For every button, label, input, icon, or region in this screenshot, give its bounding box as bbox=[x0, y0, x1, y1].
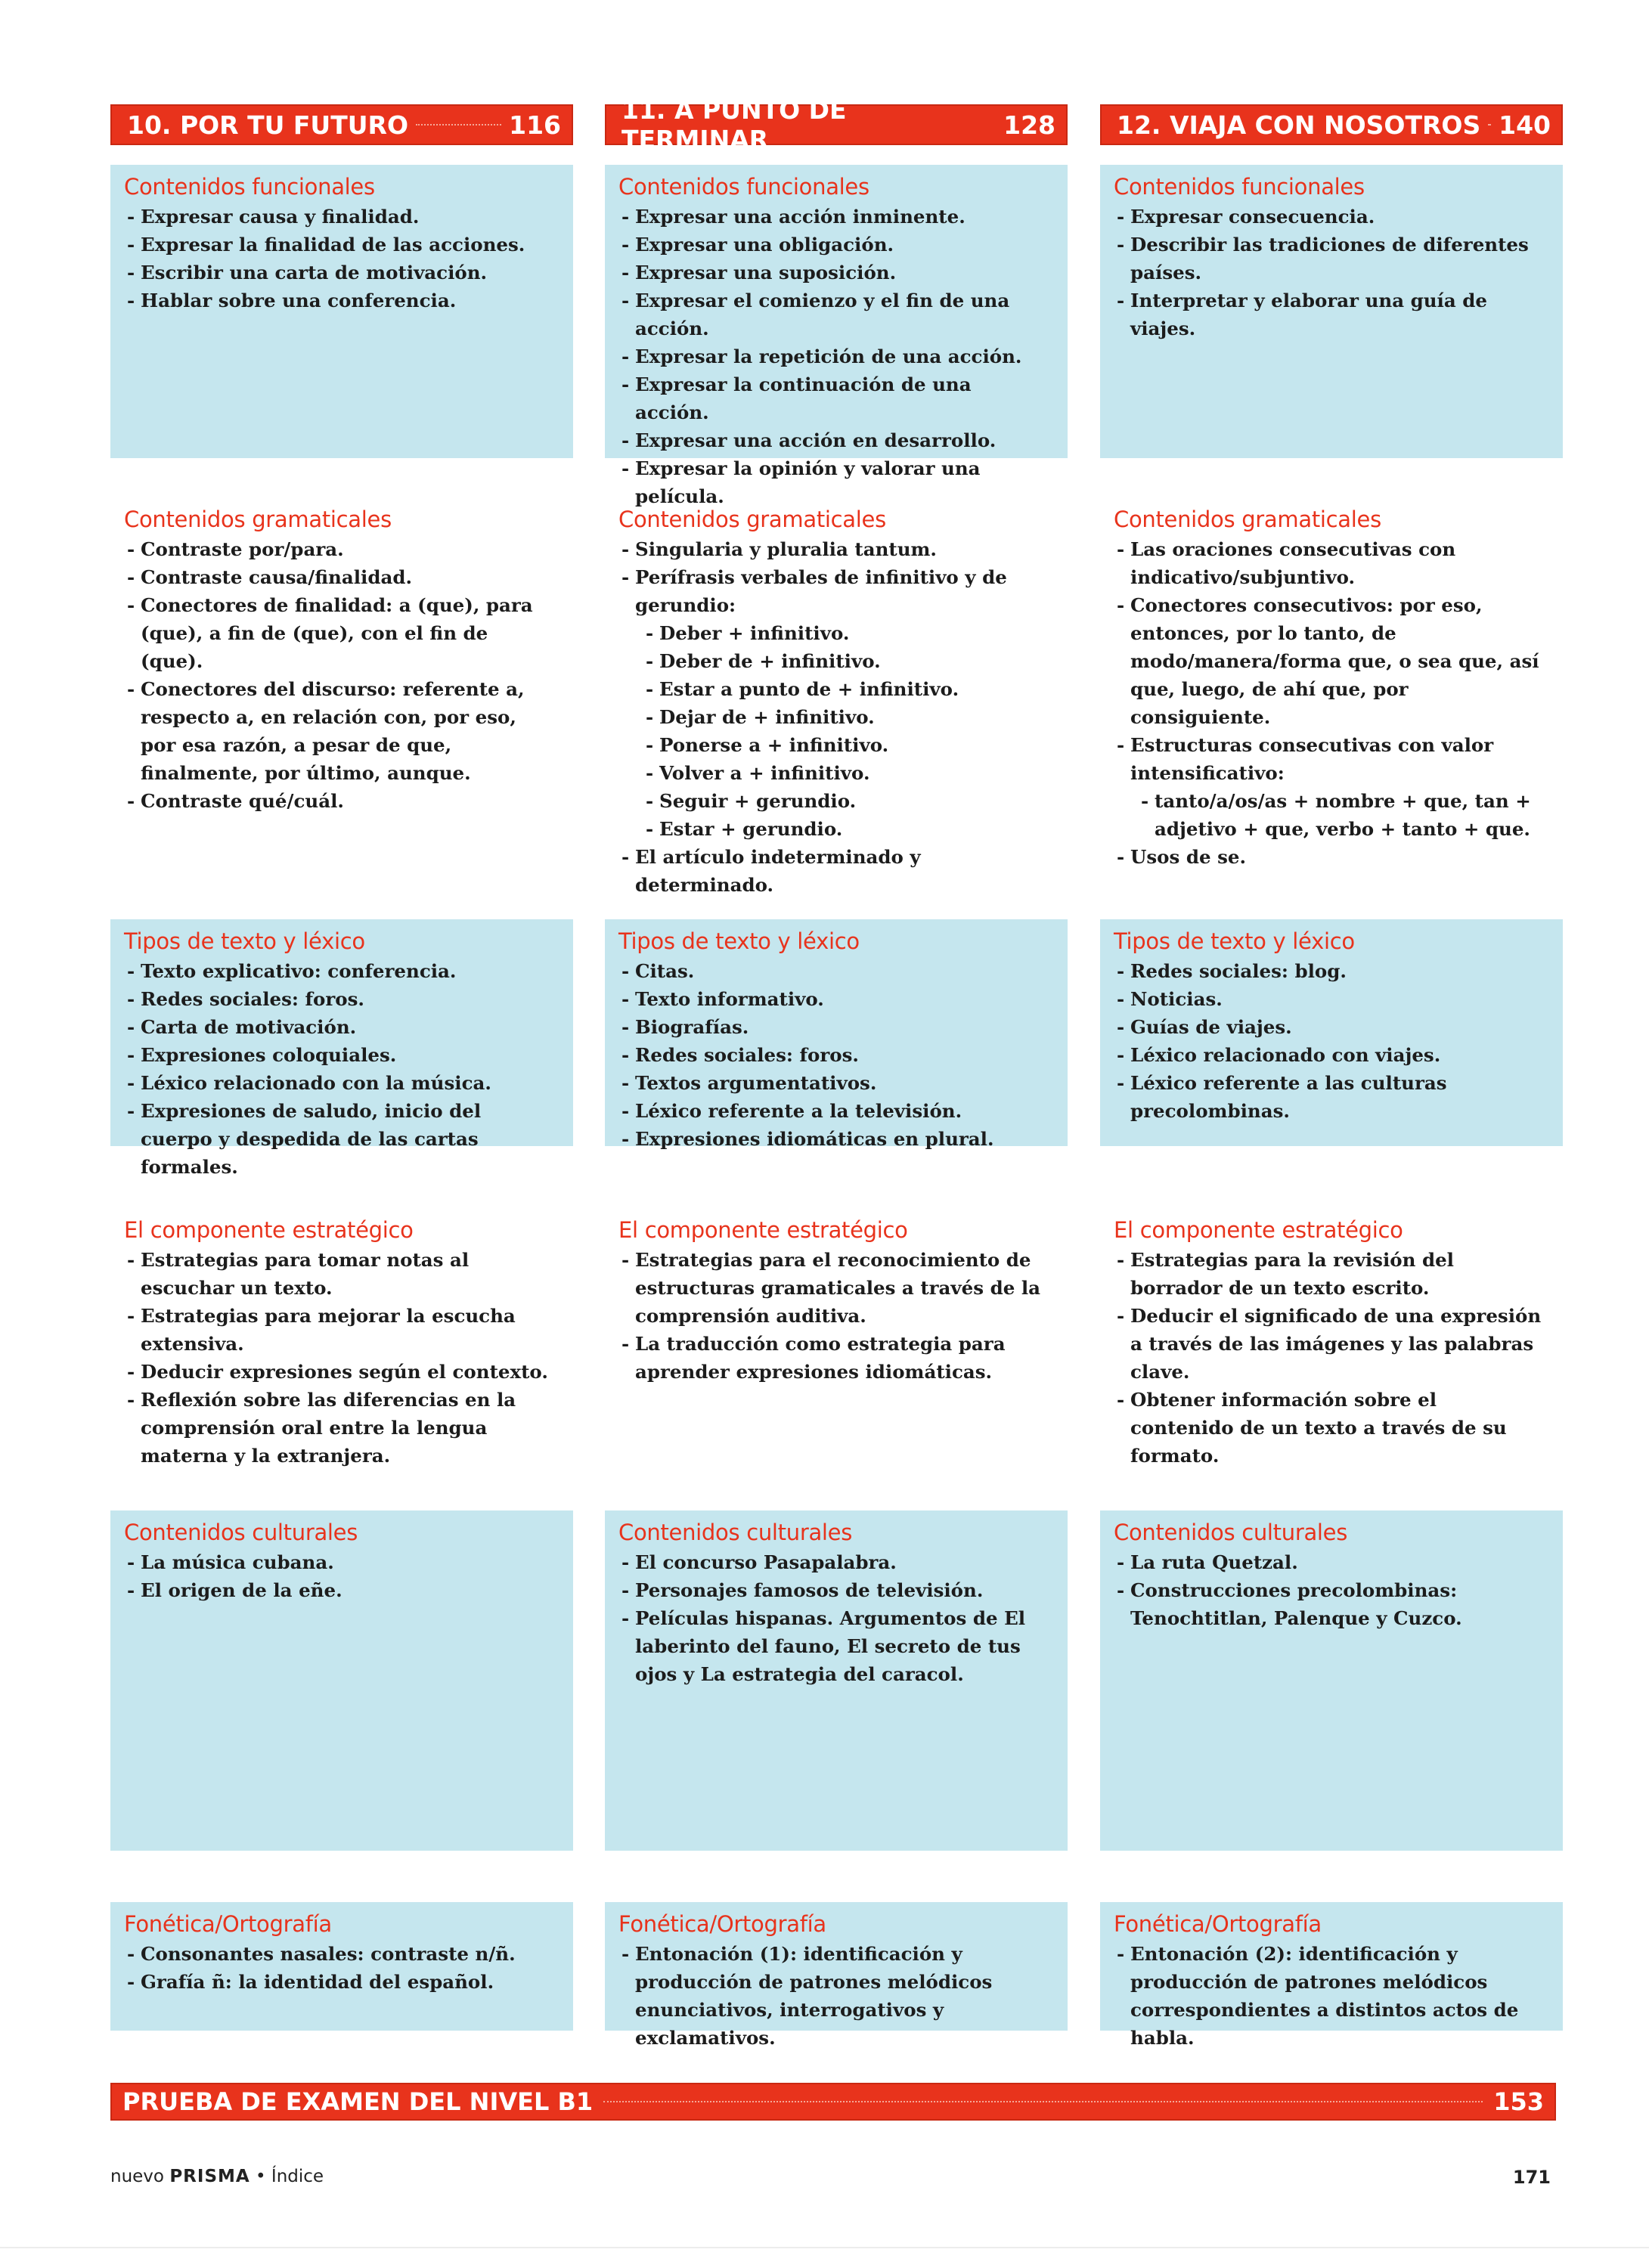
list-subitem: - Dejar de + infinitivo. bbox=[621, 703, 1051, 731]
section-list bbox=[1117, 203, 1546, 342]
section-title: Contenidos funcionales bbox=[618, 174, 869, 200]
list-item: - Estrategias para mejorar la escucha extensiva. bbox=[127, 1302, 556, 1358]
list-item: - Redes sociales: foros. bbox=[127, 985, 556, 1013]
list-item: - Conectores del discurso: referente a, respecto a, en relación con, por eso, por esa razón, a pesar de que, finalmente, por último, aunque. bbox=[127, 675, 556, 787]
section-list bbox=[1117, 1548, 1546, 1632]
content-section bbox=[1100, 1510, 1563, 1851]
list-subitem: - Estar a punto de + infinitivo. bbox=[621, 675, 1051, 703]
content-section bbox=[605, 497, 1068, 906]
section-list bbox=[127, 1940, 556, 1996]
exam-bar[interactable] bbox=[110, 2083, 1556, 2121]
section-list bbox=[127, 203, 556, 314]
list-item: - Texto explicativo: conferencia. bbox=[127, 957, 556, 985]
content-section bbox=[605, 1902, 1068, 2049]
list-item: - Describir las tradiciones de diferentes países. bbox=[1117, 231, 1546, 287]
unit-header[interactable] bbox=[605, 95, 1068, 154]
list-item: - Perífrasis verbales de infinitivo y de gerundio: bbox=[621, 563, 1051, 619]
list-item: - La ruta Quetzal. bbox=[1117, 1548, 1546, 1576]
content-section bbox=[110, 919, 573, 1178]
footer-brand: PRISMA bbox=[169, 2167, 250, 2186]
list-subitem: - Deber + infinitivo. bbox=[621, 619, 1051, 647]
list-item: - Redes sociales: foros. bbox=[621, 1041, 1051, 1069]
unit-column bbox=[605, 95, 1068, 2049]
list-item: - Entonación (2): identificación y producción de patrones melódicos correspondientes a distintos actos de habla. bbox=[1117, 1940, 1546, 2052]
content-section bbox=[110, 165, 573, 458]
list-item: - El origen de la eñe. bbox=[127, 1576, 556, 1604]
list-item: - Conectores consecutivos: por eso, entonces, por lo tanto, de modo/manera/forma que, o sea que, así que, luego, de ahí que, por consiguiente. bbox=[1117, 591, 1546, 731]
list-item: - Redes sociales: blog. bbox=[1117, 957, 1546, 985]
list-item: - Obtener información sobre el contenido de un texto a través de su formato. bbox=[1117, 1386, 1546, 1470]
list-item: - Estrategias para tomar notas al escuchar un texto. bbox=[127, 1246, 556, 1302]
content-section bbox=[605, 919, 1068, 1150]
section-list bbox=[621, 957, 1051, 1153]
section-title: Contenidos culturales bbox=[618, 1520, 853, 1545]
list-item: - Películas hispanas. Argumentos de El laberinto del fauno, El secreto de tus ojos y La estrategia del caracol. bbox=[621, 1604, 1051, 1688]
footer-prefix: nuevo bbox=[110, 2167, 164, 2186]
section-title: Contenidos gramaticales bbox=[124, 507, 392, 532]
list-item: - Expresar la repetición de una acción. bbox=[621, 342, 1051, 370]
list-item: - Construcciones precolombinas: Tenochtitlan, Palenque y Cuzco. bbox=[1117, 1576, 1546, 1632]
content-section bbox=[1100, 1208, 1563, 1477]
section-title: Contenidos gramaticales bbox=[1114, 507, 1381, 532]
list-item: - Expresar una acción en desarrollo. bbox=[621, 426, 1051, 454]
section-list bbox=[621, 1246, 1051, 1386]
dotted-leader bbox=[1488, 124, 1491, 125]
list-item: - Biografías. bbox=[621, 1013, 1051, 1041]
list-item: - Estrategias para la revisión del borrador de un texto escrito. bbox=[1117, 1246, 1546, 1302]
unit-column bbox=[110, 104, 573, 1993]
list-item: - Noticias. bbox=[1117, 985, 1546, 1013]
section-list bbox=[621, 1940, 1051, 2052]
content-section bbox=[1100, 165, 1563, 458]
section-list bbox=[1117, 1940, 1546, 2052]
list-item: - Interpretar y elaborar una guía de viajes. bbox=[1117, 287, 1546, 342]
content-section bbox=[110, 1208, 573, 1477]
list-item: - Guías de viajes. bbox=[1117, 1013, 1546, 1041]
section-list bbox=[621, 1548, 1051, 1688]
section-title: Fonética/Ortografía bbox=[1114, 1911, 1322, 1937]
list-item: - Expresiones de saludo, inicio del cuerpo y despedida de las cartas formales. bbox=[127, 1097, 556, 1181]
list-item: - Deducir el significado de una expresión a través de las imágenes y las palabras clave. bbox=[1117, 1302, 1546, 1386]
list-item: - Reflexión sobre las diferencias en la comprensión oral entre la lengua materna y la extranjera. bbox=[127, 1386, 556, 1470]
section-title: Fonética/Ortografía bbox=[124, 1911, 332, 1937]
list-item: - Expresar la opinión y valorar una película. bbox=[621, 454, 1051, 510]
content-section bbox=[110, 497, 573, 823]
list-item: - Expresar causa y finalidad. bbox=[127, 203, 556, 231]
footer-section: Índice bbox=[271, 2167, 324, 2186]
section-list bbox=[1117, 957, 1546, 1125]
list-item: - Expresar una obligación. bbox=[621, 231, 1051, 259]
list-item: - Expresar el comienzo y el fin de una acción. bbox=[621, 287, 1051, 342]
list-subitem: - Volver a + infinitivo. bbox=[621, 759, 1051, 787]
list-item: - Léxico relacionado con viajes. bbox=[1117, 1041, 1546, 1069]
unit-title: 11. A PUNTO DE TERMINAR bbox=[621, 95, 847, 154]
list-item: - Personajes famosos de televisión. bbox=[621, 1576, 1051, 1604]
footer-separator: • bbox=[256, 2167, 266, 2186]
footer-book-title bbox=[110, 2167, 324, 2186]
unit-page: 140 bbox=[1499, 110, 1551, 140]
section-title: Contenidos funcionales bbox=[124, 174, 375, 200]
list-subitem: - tanto/a/os/as + nombre + que, tan + adjetivo + que, verbo + tanto + que. bbox=[1117, 787, 1546, 843]
section-list bbox=[127, 957, 556, 1181]
page-number: 171 bbox=[1512, 2167, 1551, 2188]
list-item: - Léxico referente a las culturas precolombinas. bbox=[1117, 1069, 1546, 1125]
list-item: - Estructuras consecutivas con valor intensificativo: bbox=[1117, 731, 1546, 787]
list-item: - Estrategias para el reconocimiento de estructuras gramaticales a través de la comprensión auditiva. bbox=[621, 1246, 1051, 1330]
section-title: Contenidos funcionales bbox=[1114, 174, 1365, 200]
list-item: - Entonación (1): identificación y producción de patrones melódicos enunciativos, interrogativos y exclamativos. bbox=[621, 1940, 1051, 2052]
list-item: - El artículo indeterminado y determinado. bbox=[621, 843, 1051, 899]
list-item: - La música cubana. bbox=[127, 1548, 556, 1576]
bottom-divider bbox=[0, 2247, 1649, 2248]
dotted-leader bbox=[603, 2101, 1483, 2102]
exam-page: 153 bbox=[1493, 2087, 1544, 2116]
section-title: Fonética/Ortografía bbox=[618, 1911, 826, 1937]
section-title: Contenidos culturales bbox=[1114, 1520, 1348, 1545]
list-item: - Usos de se. bbox=[1117, 843, 1546, 871]
list-subitem: - Seguir + gerundio. bbox=[621, 787, 1051, 815]
unit-title: 10. POR TU FUTURO bbox=[127, 110, 408, 140]
list-item: - El concurso Pasapalabra. bbox=[621, 1548, 1051, 1576]
content-section bbox=[110, 1902, 573, 2031]
section-title: El componente estratégico bbox=[618, 1217, 908, 1243]
list-subitem: - Ponerse a + infinitivo. bbox=[621, 731, 1051, 759]
unit-header[interactable] bbox=[1100, 104, 1563, 145]
list-item: - Expresiones idiomáticas en plural. bbox=[621, 1125, 1051, 1153]
list-item: - Contraste por/para. bbox=[127, 535, 556, 563]
unit-column bbox=[1100, 104, 1563, 2049]
content-section bbox=[1100, 497, 1563, 878]
unit-page: 128 bbox=[1003, 110, 1055, 140]
section-title: Tipos de texto y léxico bbox=[618, 928, 860, 954]
list-item: - Expresar consecuencia. bbox=[1117, 203, 1546, 231]
unit-page: 116 bbox=[509, 110, 561, 140]
list-item: - Las oraciones consecutivas con indicativo/subjuntivo. bbox=[1117, 535, 1546, 591]
list-subitem: - Estar + gerundio. bbox=[621, 815, 1051, 843]
content-section bbox=[110, 1510, 573, 1851]
list-item: - Contraste causa/finalidad. bbox=[127, 563, 556, 591]
list-item: - Léxico referente a la televisión. bbox=[621, 1097, 1051, 1125]
section-list bbox=[621, 203, 1051, 510]
list-item: - Escribir una carta de motivación. bbox=[127, 259, 556, 287]
section-list bbox=[1117, 1246, 1546, 1470]
section-title: Tipos de texto y léxico bbox=[124, 928, 365, 954]
list-subitem: - Deber de + infinitivo. bbox=[621, 647, 1051, 675]
list-item: - Contraste qué/cuál. bbox=[127, 787, 556, 815]
list-item: - Texto informativo. bbox=[621, 985, 1051, 1013]
exam-title: PRUEBA DE EXAMEN DEL NIVEL B1 bbox=[122, 2087, 594, 2116]
list-item: - Citas. bbox=[621, 957, 1051, 985]
list-item: - Expresar la finalidad de las acciones. bbox=[127, 231, 556, 259]
section-list bbox=[127, 535, 556, 815]
list-item: - Expresiones coloquiales. bbox=[127, 1041, 556, 1069]
list-item: - Carta de motivación. bbox=[127, 1013, 556, 1041]
section-list bbox=[1117, 535, 1546, 871]
section-title: Tipos de texto y léxico bbox=[1114, 928, 1355, 954]
section-list bbox=[621, 535, 1051, 899]
content-section bbox=[1100, 1902, 1563, 2049]
list-item: - Expresar una acción inminente. bbox=[621, 203, 1051, 231]
section-list bbox=[127, 1548, 556, 1604]
dotted-leader bbox=[416, 124, 501, 125]
list-item: - Expresar la continuación de una acción. bbox=[621, 370, 1051, 426]
list-item: - Grafía ñ: la identidad del español. bbox=[127, 1968, 556, 1996]
list-item: - Hablar sobre una conferencia. bbox=[127, 287, 556, 314]
section-list bbox=[127, 1246, 556, 1470]
list-item: - Textos argumentativos. bbox=[621, 1069, 1051, 1097]
list-item: - Expresar una suposición. bbox=[621, 259, 1051, 287]
section-title: El componente estratégico bbox=[124, 1217, 414, 1243]
content-section bbox=[1100, 919, 1563, 1146]
list-item: - Deducir expresiones según el contexto. bbox=[127, 1358, 556, 1386]
content-section bbox=[605, 1510, 1068, 1851]
content-section bbox=[605, 165, 1068, 507]
content-section bbox=[605, 1208, 1068, 1393]
list-item: - Consonantes nasales: contraste n/ñ. bbox=[127, 1940, 556, 1968]
unit-title: 12. VIAJA CON NOSOTROS bbox=[1117, 110, 1481, 140]
section-title: Contenidos culturales bbox=[124, 1520, 358, 1545]
list-item: - La traducción como estrategia para aprender expresiones idiomáticas. bbox=[621, 1330, 1051, 1386]
list-item: - Singularia y pluralia tantum. bbox=[621, 535, 1051, 563]
section-title: El componente estratégico bbox=[1114, 1217, 1403, 1243]
list-item: - Léxico relacionado con la música. bbox=[127, 1069, 556, 1097]
section-title: Contenidos gramaticales bbox=[618, 507, 886, 532]
unit-header[interactable] bbox=[110, 104, 573, 145]
list-item: - Conectores de finalidad: a (que), para (que), a fin de (que), con el fin de (que). bbox=[127, 591, 556, 675]
